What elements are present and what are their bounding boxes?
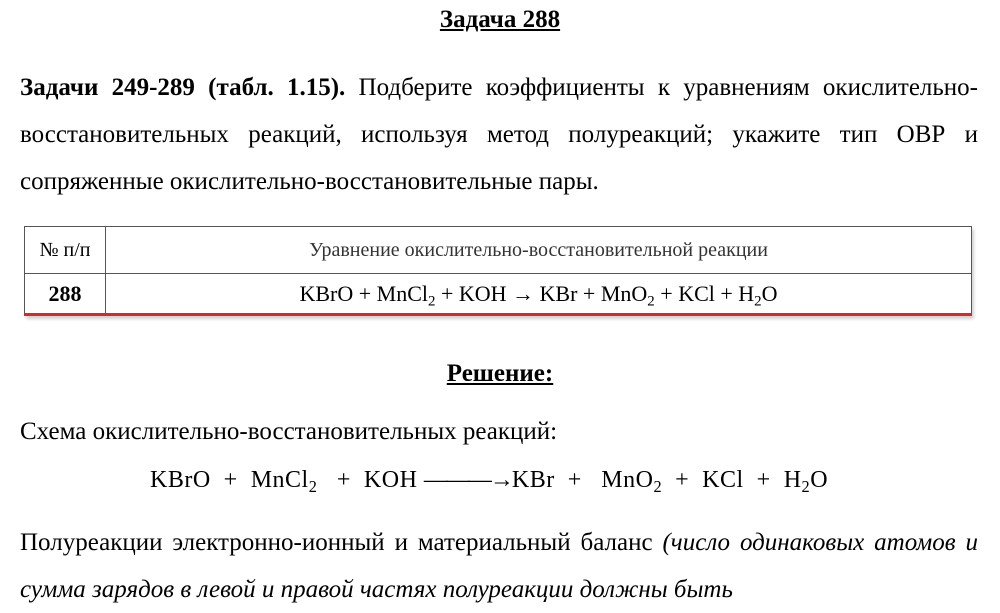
eq-part: KBrO + MnCl bbox=[299, 280, 428, 306]
row-number: 288 bbox=[25, 274, 106, 315]
scheme-part: + KOH bbox=[317, 467, 424, 493]
reaction-scheme bbox=[150, 467, 828, 494]
eq-subscript: 2 bbox=[754, 292, 762, 309]
row-equation bbox=[106, 274, 972, 315]
scheme-subscript: 2 bbox=[653, 476, 663, 496]
eq-part: + KCl + H bbox=[654, 280, 755, 306]
task-paragraph bbox=[20, 64, 978, 205]
solution-heading: Решение: bbox=[446, 360, 554, 387]
scheme-subscript: 2 bbox=[801, 476, 811, 496]
header-equation: Уравнение окислительно-восстановительной реакции bbox=[106, 227, 972, 274]
half-reactions-italic: (число одинаковых атомов и сумма зарядов в левой и правой частях полуреакции должны быть bbox=[20, 529, 978, 603]
header-number: № п/п bbox=[25, 227, 106, 274]
equation-table bbox=[24, 226, 972, 316]
scheme-subscript: 2 bbox=[308, 476, 318, 496]
half-reactions-text: Полуреакции электронно-ионный и материальный баланс bbox=[20, 529, 663, 556]
task-text: Подберите коэффициенты к уравнениям окислительно-восстановительных реакций, используя метод полуреакций; укажите тип ОВР и сопряженные окислительно-восстановительные пары. bbox=[20, 74, 979, 195]
reaction-arrow: ———→ bbox=[423, 467, 512, 493]
task-lead: Задачи 249-289 (табл. 1.15). bbox=[20, 74, 346, 101]
table-header-row bbox=[25, 227, 972, 274]
scheme-part: + KCl + H bbox=[662, 467, 802, 493]
eq-part: O bbox=[761, 280, 778, 306]
eq-part: + KOH → KBr + MnO bbox=[435, 280, 648, 306]
eq-subscript: 2 bbox=[427, 292, 436, 309]
eq-subscript: 2 bbox=[647, 292, 655, 309]
scheme-part: KBrO + MnCl bbox=[150, 467, 309, 493]
page-title: Задача 288 bbox=[439, 6, 561, 33]
scheme-part: KBr + MnO bbox=[511, 467, 654, 493]
table-row bbox=[25, 274, 972, 315]
half-reactions-paragraph bbox=[20, 519, 978, 613]
scheme-intro: Схема окислительно-восстановительных реакций: bbox=[20, 418, 558, 445]
equation-table-wrapper bbox=[24, 226, 972, 316]
scheme-part: O bbox=[810, 467, 829, 493]
